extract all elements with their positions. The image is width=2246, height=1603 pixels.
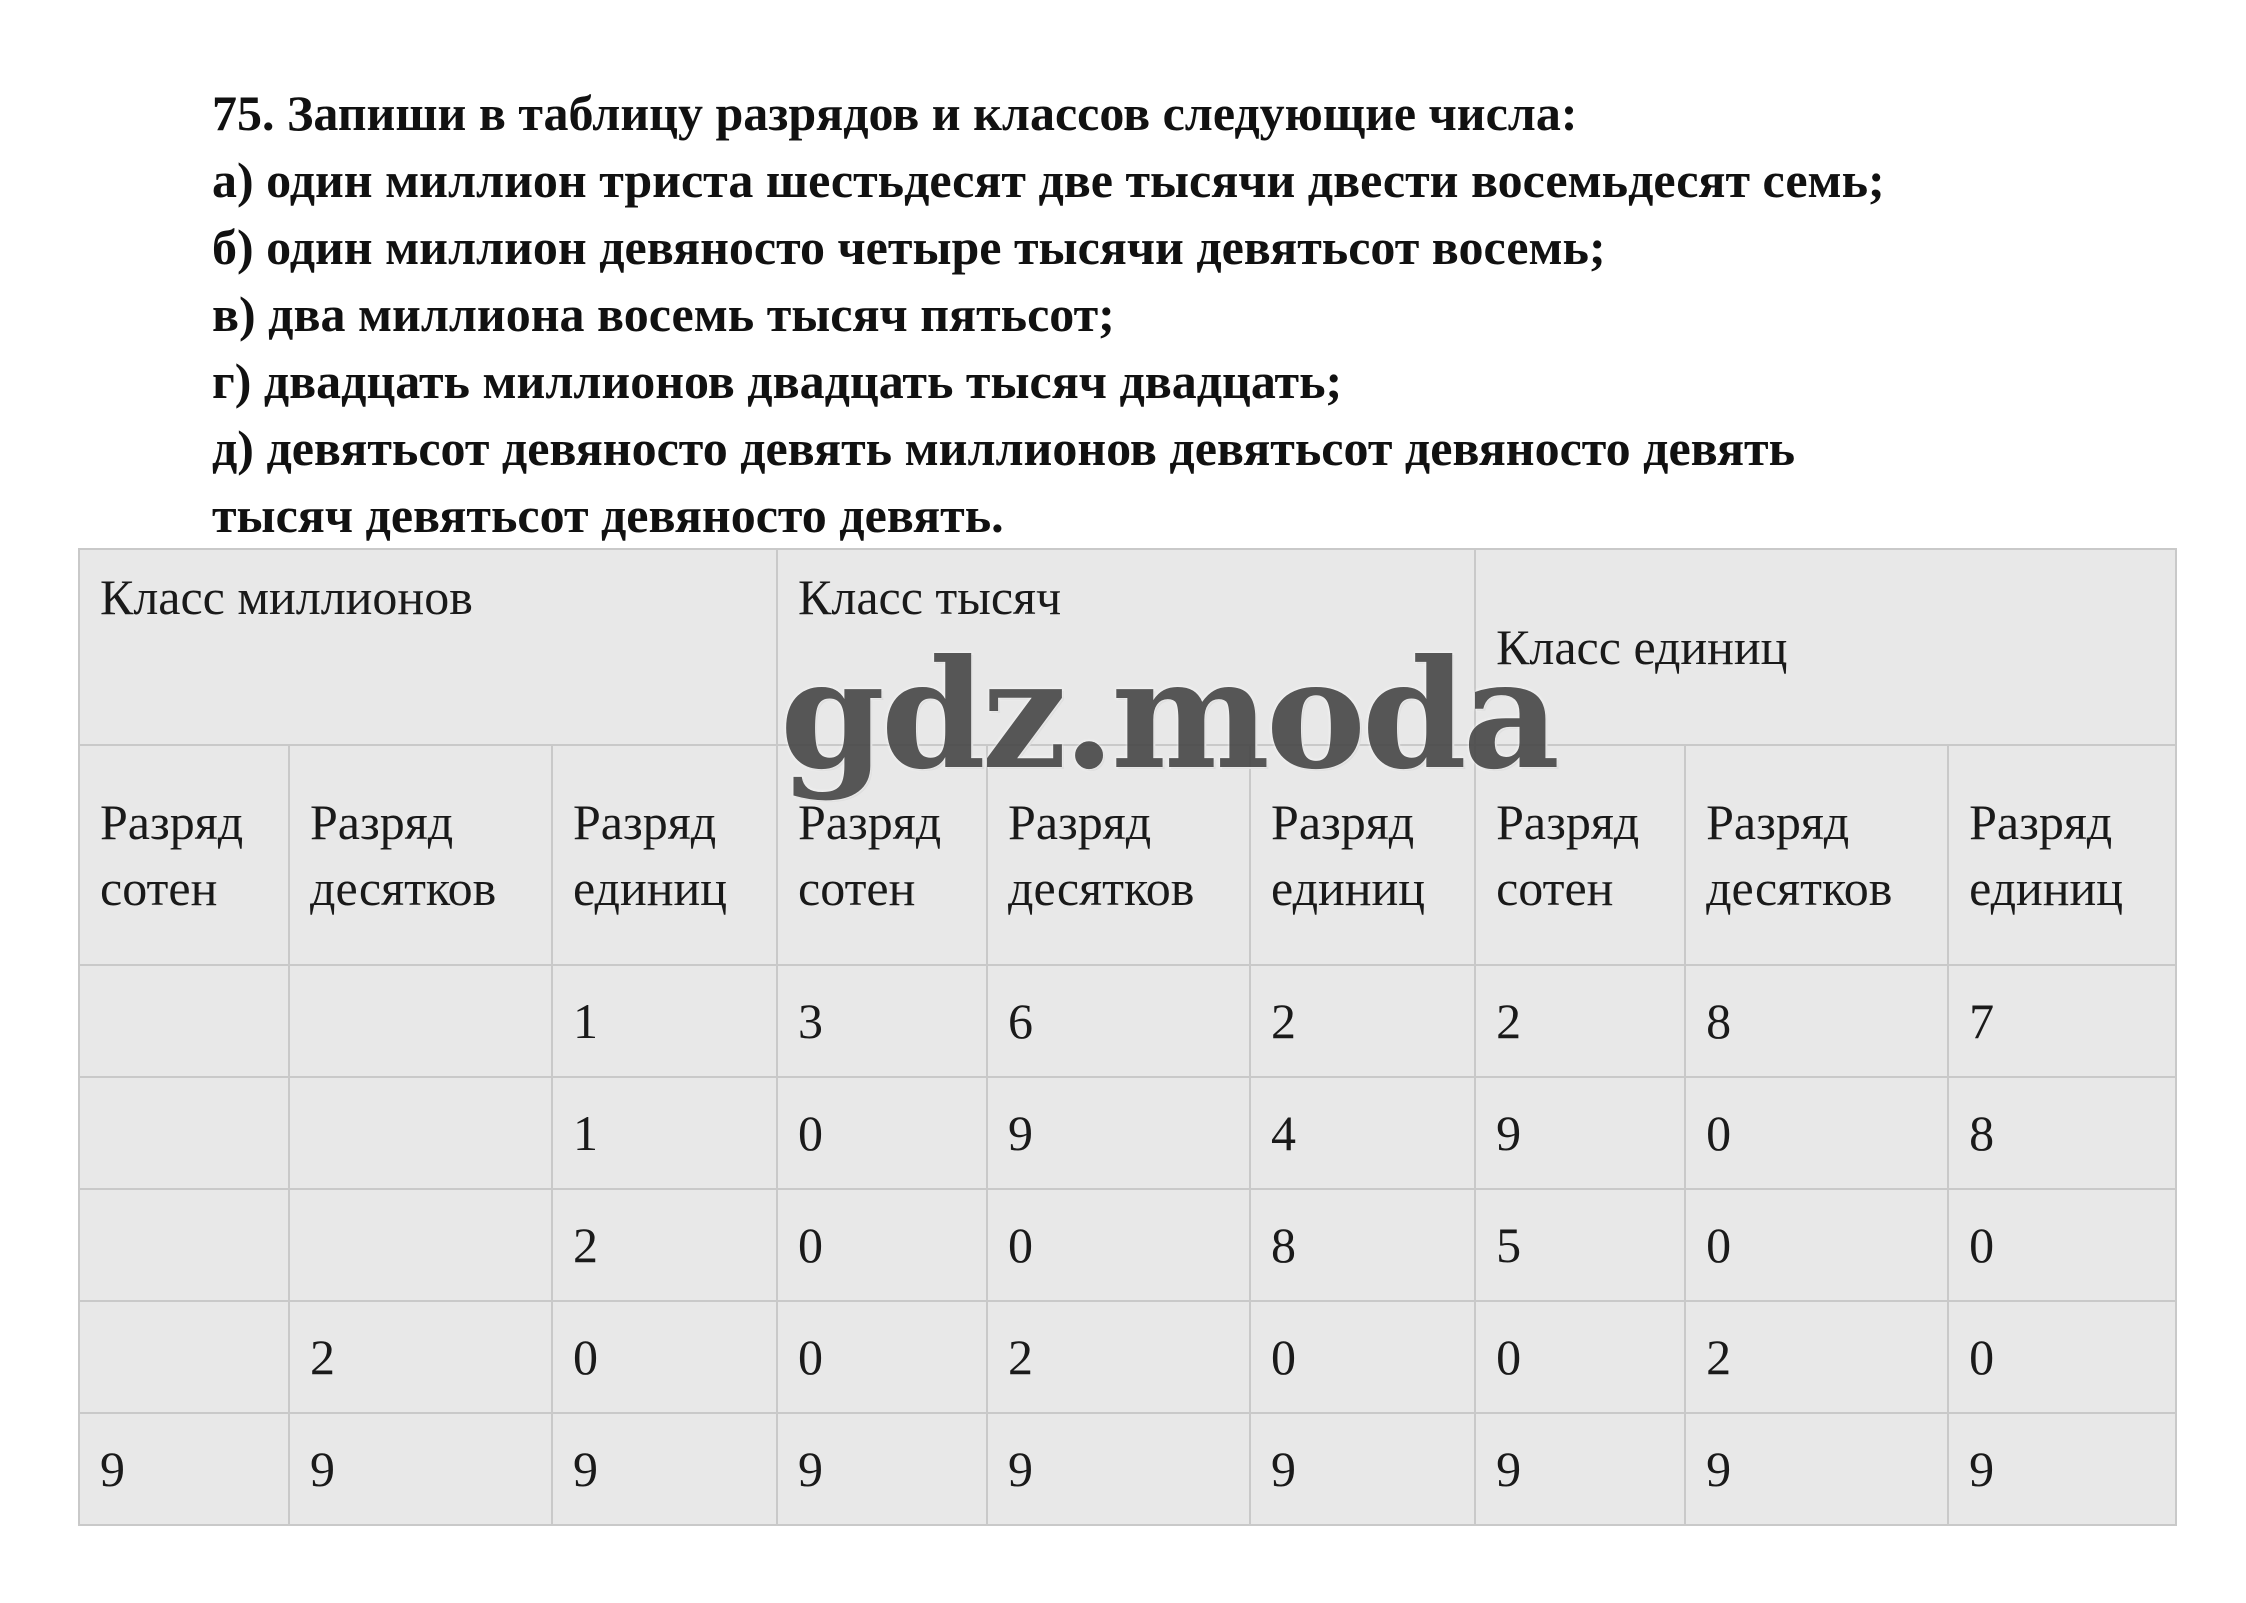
digit-cell: 9 [987,1077,1250,1189]
table-row [79,1189,2176,1301]
rank-header-cell: Разряд единиц [552,745,777,965]
digit-cell: 0 [987,1189,1250,1301]
digit-cell: 9 [1685,1413,1948,1525]
table-row [79,965,2176,1077]
digit-cell: 8 [1685,965,1948,1077]
digit-cell: 0 [777,1077,987,1189]
class-millions-cell: Класс миллионов [79,549,777,745]
digit-cell: 2 [1685,1301,1948,1413]
table-row [79,1301,2176,1413]
rank-header-cell: Разряд единиц [1250,745,1475,965]
digit-cell: 9 [1475,1413,1685,1525]
digit-cell [289,1189,552,1301]
digit-cell: 0 [1250,1301,1475,1413]
digit-cell: 9 [289,1413,552,1525]
digit-cell [79,1077,289,1189]
digit-cell: 2 [552,1189,777,1301]
digit-cell: 9 [1250,1413,1475,1525]
digit-cell: 9 [777,1413,987,1525]
task-item-v: в) два миллиона восемь тысяч пятьсот; [212,286,1115,342]
digit-cell: 2 [289,1301,552,1413]
digit-cell: 1 [552,965,777,1077]
digit-cell: 2 [1250,965,1475,1077]
digit-cell [79,1301,289,1413]
rank-header-cell: Разряд единиц [1948,745,2176,965]
digit-cell [79,1189,289,1301]
digit-cell: 0 [1685,1077,1948,1189]
digit-cell: 8 [1948,1077,2176,1189]
site-watermark: gdz.moda [780,627,1557,803]
table-row [79,1413,2176,1525]
rank-header-cell: Разряд сотен [1475,745,1685,965]
digit-cell: 0 [777,1301,987,1413]
rank-header-cell: Разряд сотен [777,745,987,965]
digit-cell: 9 [79,1413,289,1525]
digit-cell: 0 [552,1301,777,1413]
digit-cell: 0 [1948,1189,2176,1301]
rank-header-cell: Разряд десятков [289,745,552,965]
digit-cell: 2 [1475,965,1685,1077]
digit-cell: 9 [987,1413,1250,1525]
digit-cell: 0 [777,1189,987,1301]
rank-header-cell: Разряд сотен [79,745,289,965]
task-text [212,80,2222,549]
digit-cell [79,965,289,1077]
digit-cell: 1 [552,1077,777,1189]
task-item-a: а) один миллион триста шестьдесят две тысячи двести восемьдесят семь; [212,152,1885,208]
table-row [79,1077,2176,1189]
digit-cell: 3 [777,965,987,1077]
class-units-cell: Класс единиц [1475,549,2176,745]
digit-cell: 9 [1475,1077,1685,1189]
task-item-g: г) двадцать миллионов двадцать тысяч двадцать; [212,353,1343,409]
rank-header-cell: Разряд десятков [987,745,1250,965]
digit-cell: 0 [1948,1301,2176,1413]
digit-cell [289,1077,552,1189]
digit-cell: 0 [1475,1301,1685,1413]
digit-cell: 9 [1948,1413,2176,1525]
digit-cell: 7 [1948,965,2176,1077]
digit-cell [289,965,552,1077]
task-title: 75. Запиши в таблицу разрядов и классов следующие числа: [212,85,1578,141]
class-thousands-cell: Класс тысяч [777,549,1475,745]
digit-cell: 0 [1685,1189,1948,1301]
task-item-d: д) девятьсот девяносто девять миллионов девятьсот девяносто девять [212,420,1796,476]
task-item-b: б) один миллион девяносто четыре тысячи девятьсот восемь; [212,219,1606,275]
digit-cell: 8 [1250,1189,1475,1301]
digit-cell: 4 [1250,1077,1475,1189]
digit-cell: 2 [987,1301,1250,1413]
digit-cell: 5 [1475,1189,1685,1301]
digit-cell: 6 [987,965,1250,1077]
digit-cell: 9 [552,1413,777,1525]
rank-header-cell: Разряд десятков [1685,745,1948,965]
task-item-d-continued: тысяч девятьсот девяносто девять. [212,487,1004,543]
